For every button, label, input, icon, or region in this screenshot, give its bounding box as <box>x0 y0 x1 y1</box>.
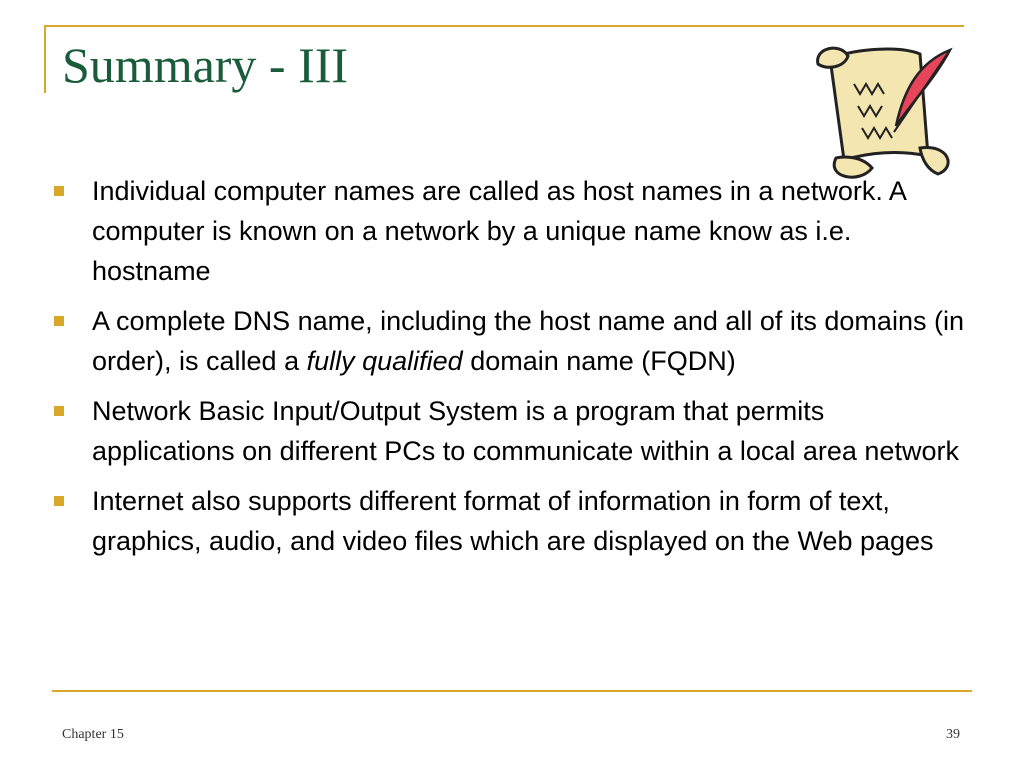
bullet-text: Individual computer names are called as host names in a network. A computer is known on a network by a unique name know as i.e. hostname <box>92 176 906 286</box>
bullet-square-icon <box>54 186 64 196</box>
top-border-line <box>44 25 964 27</box>
bullet-text: Internet also supports different format of information in form of text, graphics, audio, and video files which are displayed on the Web pages <box>92 486 934 556</box>
bullet-item <box>52 301 972 381</box>
bullet-text <box>92 306 964 376</box>
bullet-text: Network Basic Input/Output System is a program that permits applications on different PCs to communicate within a local area network <box>92 396 959 466</box>
bullet-item <box>52 481 972 561</box>
bullet-list <box>52 171 972 571</box>
bullet-text-before: A complete DNS name, including the host name and all of its domains (in order), is called a <box>92 306 964 376</box>
chapter-label: Chapter 15 <box>62 727 124 742</box>
footer-divider <box>52 690 972 692</box>
bullet-item <box>52 391 972 471</box>
page-number: 39 <box>946 727 960 742</box>
bullet-item <box>52 171 972 291</box>
bullet-square-icon <box>54 406 64 416</box>
left-border-line <box>44 25 46 93</box>
bullet-square-icon <box>54 316 64 326</box>
bullet-text-after: domain name (FQDN) <box>462 346 736 376</box>
bullet-text-emphasis: fully qualified <box>306 346 463 376</box>
scroll-quill-icon <box>800 28 960 188</box>
bullet-square-icon <box>54 496 64 506</box>
slide-title: Summary - III <box>62 37 349 93</box>
